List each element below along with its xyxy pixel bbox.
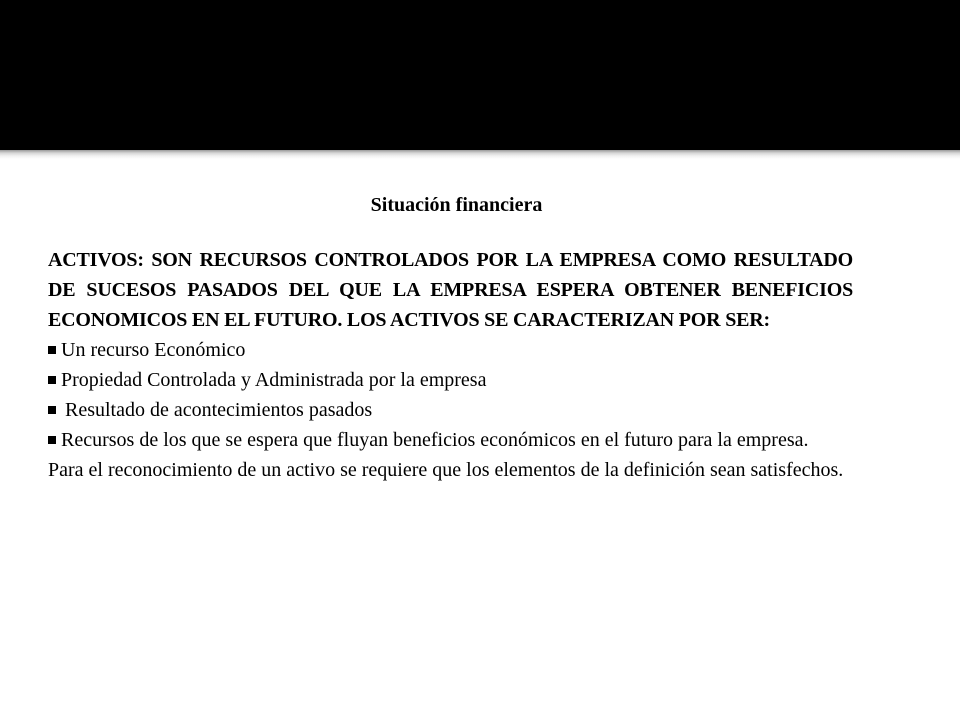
list-item	[48, 395, 853, 425]
list-item	[48, 335, 853, 365]
square-bullet-icon	[48, 436, 56, 444]
header-divider	[0, 150, 960, 159]
slide-title: Situación financiera	[370, 194, 543, 216]
list-item	[48, 365, 853, 395]
list-item-text: Un recurso Económico	[61, 339, 246, 361]
list-item-text: Propiedad Controlada y Administrada por la empresa	[61, 369, 487, 391]
list-item-text: Resultado de acontecimientos pasados	[65, 399, 373, 421]
characteristics-list	[48, 335, 853, 455]
square-bullet-icon	[48, 346, 56, 354]
recognition-note: Para el reconocimiento de un activo se requiere que los elementos de la definición sean satisfechos.	[48, 459, 844, 481]
list-item-text: Recursos de los que se espera que fluyan beneficios económicos en el futuro para la empresa.	[61, 429, 809, 451]
header-band	[0, 0, 960, 150]
square-bullet-icon	[48, 406, 56, 414]
list-item	[48, 425, 853, 455]
square-bullet-icon	[48, 376, 56, 384]
slide-content	[48, 190, 853, 485]
assets-definition: ACTIVOS: SON RECURSOS CONTROLADOS POR LA EMPRESA COMO RESULTADO DE SUCESOS PASADOS DEL QUE LA EMPRESA ESPERA OBTENER BENEFICIOS ECONOMICOS EN EL FUTURO. LOS ACTIVOS SE CARACTERIZAN POR SER:	[48, 249, 853, 331]
